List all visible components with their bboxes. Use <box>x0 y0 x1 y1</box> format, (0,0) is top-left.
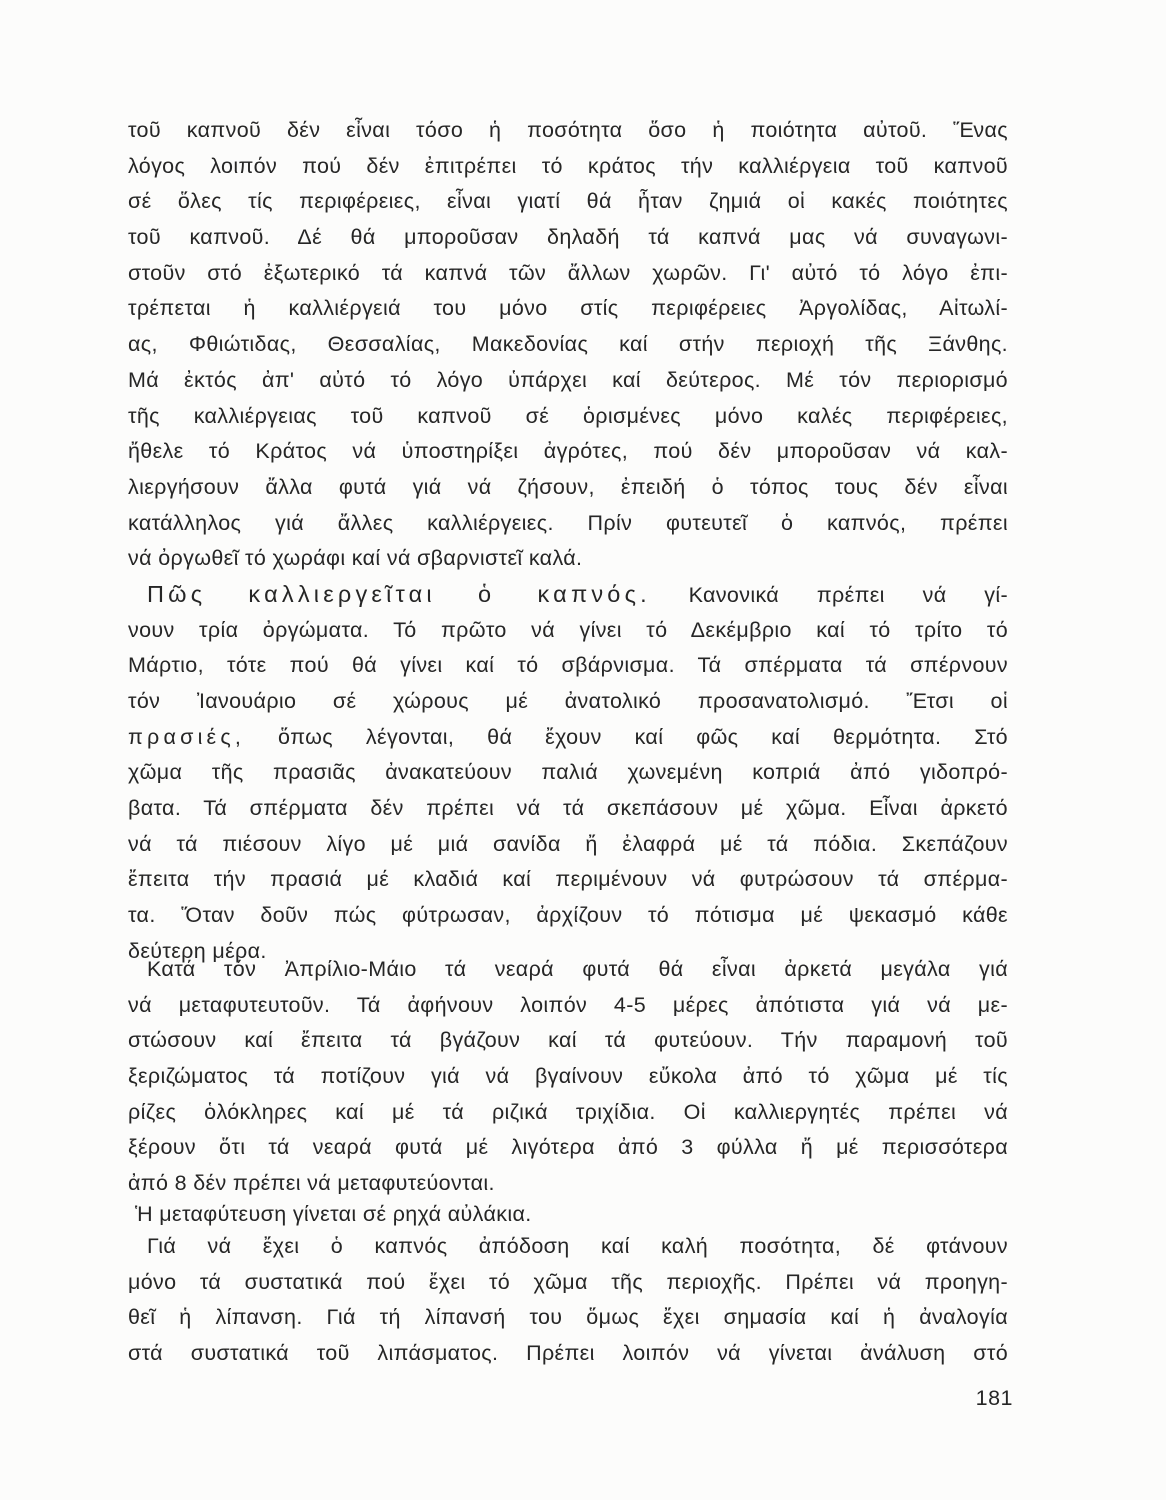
text-line: Μά ἐκτός ἀπ' αὐτό τό λόγο ὑπάρχει καί δεύτερος. Μέ τόν περιορισμό <box>128 367 1008 392</box>
text-line: τα. Ὅταν δοῦν πώς φύτρωσαν, ἀρχίζουν τό πότισμα μέ ψεκασμό κάθε <box>128 903 1008 928</box>
text-line: βατα. Τά σπέρματα δέν πρέπει νά τά σκεπάσουν μέ χῶμα. Εἶναι ἀρκετό <box>128 796 1008 821</box>
text-line: τοῦ καπνοῦ δέν εἶναι τόσο ἡ ποσότητα ὅσο ἡ ποιότητα αὐτοῦ. Ἕνας <box>128 118 1008 142</box>
text-line: Ἡ μεταφύτευση γίνεται σέ ρηχά αὐλάκια. <box>135 1202 532 1226</box>
text-line: μόνο τά συστατικά πού ἔχει τό χῶμα τῆς περιοχῆς. Πρέπει νά προηγη- <box>128 1269 1008 1294</box>
text-line: λόγος λοιπόν πού δέν ἐπιτρέπει τό κράτος τήν καλλιέργεια τοῦ καπνοῦ <box>128 153 1008 178</box>
text-line: ας, Φθιώτιδας, Θεσσαλίας, Μακεδονίας καί στήν περιοχή τῆς Ξάνθης. <box>128 332 1008 357</box>
text-line: στά συστατικά τοῦ λιπάσματος. Πρέπει λοιπόν νά γίνεται ἀνάλυση στό <box>128 1341 1008 1366</box>
spaced-term-line <box>128 720 1008 756</box>
text-line: Μάρτιο, τότε πού θά γίνει καί τό σβάρνισμα. Τά σπέρματα τά σπέρνουν <box>128 653 1008 678</box>
text-line: τοῦ καπνοῦ. Δέ θά μποροῦσαν δηλαδή τά καπνά μας νά συναγωνι- <box>128 225 1008 250</box>
paragraph-block-3 <box>128 1197 1008 1233</box>
text-line: ξέρουν ὅτι τά νεαρά φυτά μέ λιγότερα ἀπό 3 φύλλα ἤ μέ περισσότερα <box>128 1135 1008 1160</box>
text-line: χῶμα τῆς πρασιᾶς ἀνακατεύουν παλιά χωνεμένη κοπριά ἀπό γιδοπρό- <box>128 760 1008 785</box>
text-line: τόν Ἰανουάριο σέ χώρους μέ ἀνατολικό προσανατολισμό. Ἔτσι οἱ <box>128 689 1008 713</box>
text-line: Κατά τόν Ἀπρίλιο-Μάιο τά νεαρά φυτά θά εἶναι ἀρκετά μεγάλα γιά <box>147 957 1008 981</box>
text-line-rest: ὅπως λέγονται, θά ἔχουν καί φῶς καί θερμότητα. Στό <box>277 724 1008 749</box>
section-heading: Πῶς καλλιεργεῖται ὁ καπνός. <box>147 580 651 607</box>
paragraph-block-4 <box>128 1229 1008 1372</box>
text-line: δεύτερη μέρα. <box>128 938 267 963</box>
text-line: ρίζες ὁλόκληρες καί μέ τά ριζικά τριχίδια. Οἱ καλλιεργητές πρέπει νά <box>128 1099 1008 1124</box>
section-heading-line <box>128 577 1008 613</box>
text-line: θεῖ ἡ λίπανση. Γιά τή λίπανσή του ὅμως ἔχει σημασία καί ἡ ἀναλογία <box>128 1305 1008 1330</box>
text-line: Γιά νά ἔχει ὁ καπνός ἀπόδοση καί καλή ποσότητα, δέ φτάνουν <box>147 1234 1008 1258</box>
text-line: λιεργήσουν ἄλλα φυτά γιά νά ζήσουν, ἐπειδή ὁ τόπος τους δέν εἶναι <box>128 474 1008 499</box>
paragraph-block-2 <box>128 952 1008 1202</box>
text-line-rest: Κανονικά πρέπει νά γί- <box>688 582 1008 607</box>
text-line: νά μεταφυτευτοῦν. Τά ἀφήνουν λοιπόν 4-5 μέρες ἀπότιστα γιά νά με- <box>128 992 1008 1017</box>
text-line: σέ ὅλες τίς περιφέρειες, εἶναι γιατί θά ἦταν ζημιά οἱ κακές ποιότητες <box>128 189 1008 214</box>
text-line: νά ὀργωθεῖ τό χωράφι καί νά σβαρνιστεῖ καλά. <box>128 546 583 571</box>
text-line: ἤθελε τό Κράτος νά ὑποστηρίξει ἀγρότες, πού δέν μποροῦσαν νά καλ- <box>128 439 1008 464</box>
text-line: νουν τρία ὀργώματα. Τό πρῶτο νά γίνει τό Δεκέμβριο καί τό τρίτο τό <box>128 617 1008 642</box>
text-line: νά τά πιέσουν λίγο μέ μιά σανίδα ἤ ἐλαφρά μέ τά πόδια. Σκεπάζουν <box>128 831 1008 856</box>
text-line: στώσουν καί ἔπειτα τά βγάζουν καί τά φυτεύουν. Τήν παραμονή τοῦ <box>128 1028 1008 1053</box>
spaced-term: πρασιές, <box>128 724 246 749</box>
text-line: ἀπό 8 δέν πρέπει νά μεταφυτεύονται. <box>128 1171 495 1196</box>
text-line: ξεριζώματος τά ποτίζουν γιά νά βγαίνουν εὔκολα ἀπό τό χῶμα μέ τίς <box>128 1064 1008 1089</box>
text-line: κατάλληλος γιά ἄλλες καλλιέργειες. Πρίν φυτευτεῖ ὁ καπνός, πρέπει <box>128 510 1008 535</box>
text-line: στοῦν στό ἐξωτερικό τά καπνά τῶν ἄλλων χωρῶν. Γι' αὐτό τό λόγο ἐπι- <box>128 260 1008 285</box>
text-line: τῆς καλλιέργειας τοῦ καπνοῦ σέ ὁρισμένες μόνο καλές περιφέρειες, <box>128 403 1008 428</box>
page-number: 181 <box>975 1386 1013 1410</box>
text-line: τρέπεται ἡ καλλιέργειά του μόνο στίς περιφέρειες Ἀργολίδας, Αἰτωλί- <box>128 296 1008 321</box>
paragraph-block-1 <box>128 113 1008 970</box>
text-line: ἔπειτα τήν πρασιά μέ κλαδιά καί περιμένουν νά φυτρώσουν τά σπέρμα- <box>128 867 1008 892</box>
